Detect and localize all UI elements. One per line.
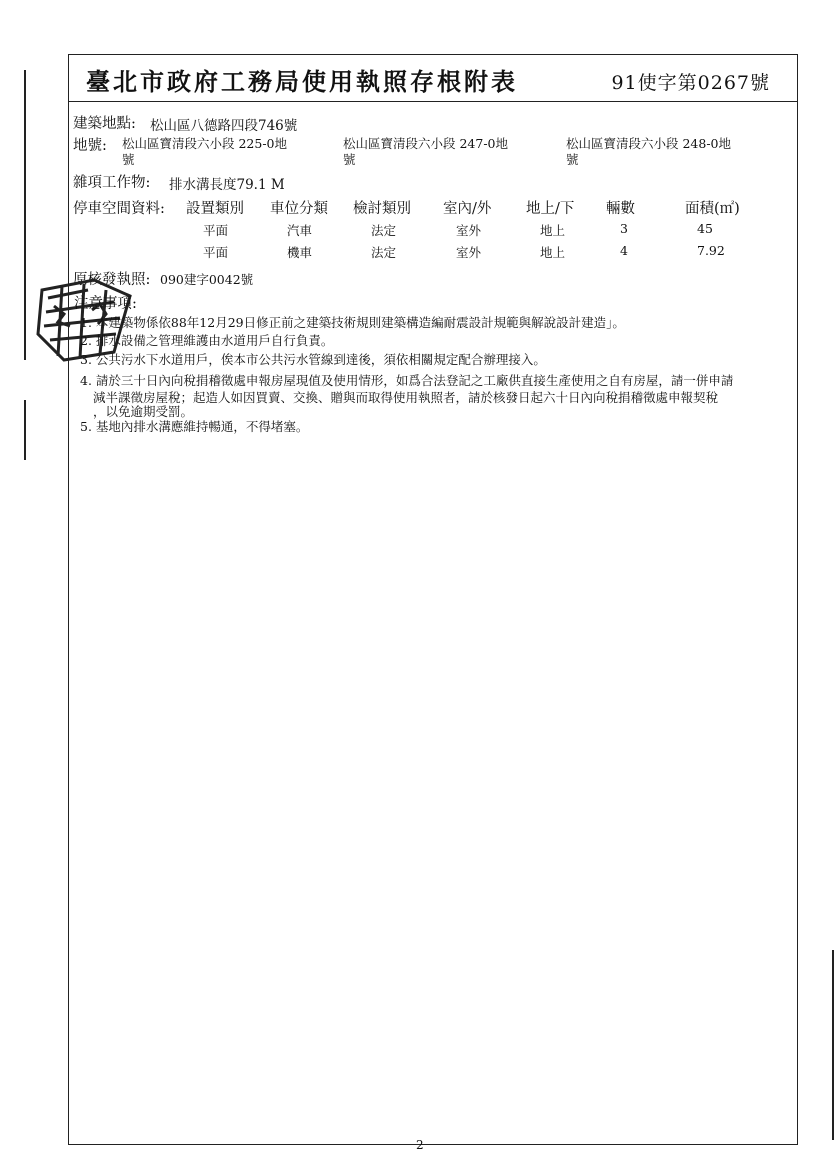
original-license-value: 090建字0042號 [160, 272, 254, 287]
note-item: 減半課徵房屋稅；起造人如因買賣、交換、贈與而取得使用執照者，請於核發日起六十日內向稅捐稽徵處申報契稅 [93, 390, 719, 405]
parking-cell: 汽車 [287, 223, 313, 238]
note-item: ，以免逾期受罰。 [93, 404, 194, 419]
parking-cell: 法定 [371, 245, 397, 260]
lot-item: 松山區寶清段六小段 247-0地號 [343, 136, 509, 167]
parking-cell: 室外 [456, 245, 482, 260]
note-item: 3. 公共污水下水道用戶，俟本市公共污水管線到達後，須依相關規定配合辦理接入。 [80, 352, 546, 367]
misc-works-label: 雜項工作物: [73, 175, 151, 191]
parking-cell: 4 [620, 243, 628, 258]
parking-header: 室內/外 [443, 201, 492, 217]
parking-cell: 45 [697, 221, 713, 236]
parking-cell: 平面 [203, 245, 229, 260]
parking-header: 設置類別 [186, 201, 244, 217]
lot-item: 松山區寶清段六小段 248-0地號 [566, 136, 732, 167]
parking-cell: 地上 [540, 223, 566, 238]
scan-edge-mark [24, 70, 26, 360]
lot-item: 松山區寶清段六小段 225-0地號 [122, 136, 288, 167]
document-title: 臺北市政府工務局使用執照存根附表 [86, 67, 518, 96]
parking-cell: 3 [620, 221, 628, 236]
parking-cell: 室外 [456, 223, 482, 238]
site-value: 松山區八德路四段746號 [150, 118, 298, 134]
misc-works-value: 排水溝長度79.1 M [169, 177, 285, 193]
parking-header: 地上/下 [526, 201, 575, 217]
parking-cell: 法定 [371, 223, 397, 238]
title-row [68, 54, 798, 102]
site-label: 建築地點: [73, 116, 136, 132]
parking-label: 停車空間資料: [73, 201, 165, 217]
notes-label: 注意事項: [74, 296, 137, 312]
parking-header: 檢討類別 [353, 201, 411, 217]
parking-cell: 7.92 [697, 243, 725, 258]
parking-cell: 地上 [540, 245, 566, 260]
permit-number: 91使字第0267號 [611, 72, 770, 94]
note-item: 1. 本建築物係依88年12月29日修正前之建築技術規則建築構造編耐震設計規範與解說設計建造」。 [80, 315, 625, 330]
parking-header: 面積(㎡) [685, 201, 740, 217]
note-item: 2. 排水設備之管理維護由水道用戶自行負責。 [80, 333, 334, 348]
parking-cell: 平面 [203, 223, 229, 238]
scan-edge-mark [24, 400, 26, 460]
note-item: 4. 請於三十日內向稅捐稽徵處申報房屋現值及使用情形，如爲合法登記之工廠供直接生產使用之自有房屋，請一併申請 [80, 373, 734, 388]
page-number: 2 [416, 1138, 424, 1152]
parking-header: 輛數 [606, 201, 635, 217]
parking-cell: 機車 [287, 245, 313, 260]
scan-edge-mark [832, 950, 834, 1140]
lot-label: 地號: [73, 138, 107, 154]
note-item: 5. 基地內排水溝應維持暢通，不得堵塞。 [80, 419, 309, 434]
parking-header: 車位分類 [270, 201, 328, 217]
original-license-label: 原核發執照: [73, 272, 151, 288]
